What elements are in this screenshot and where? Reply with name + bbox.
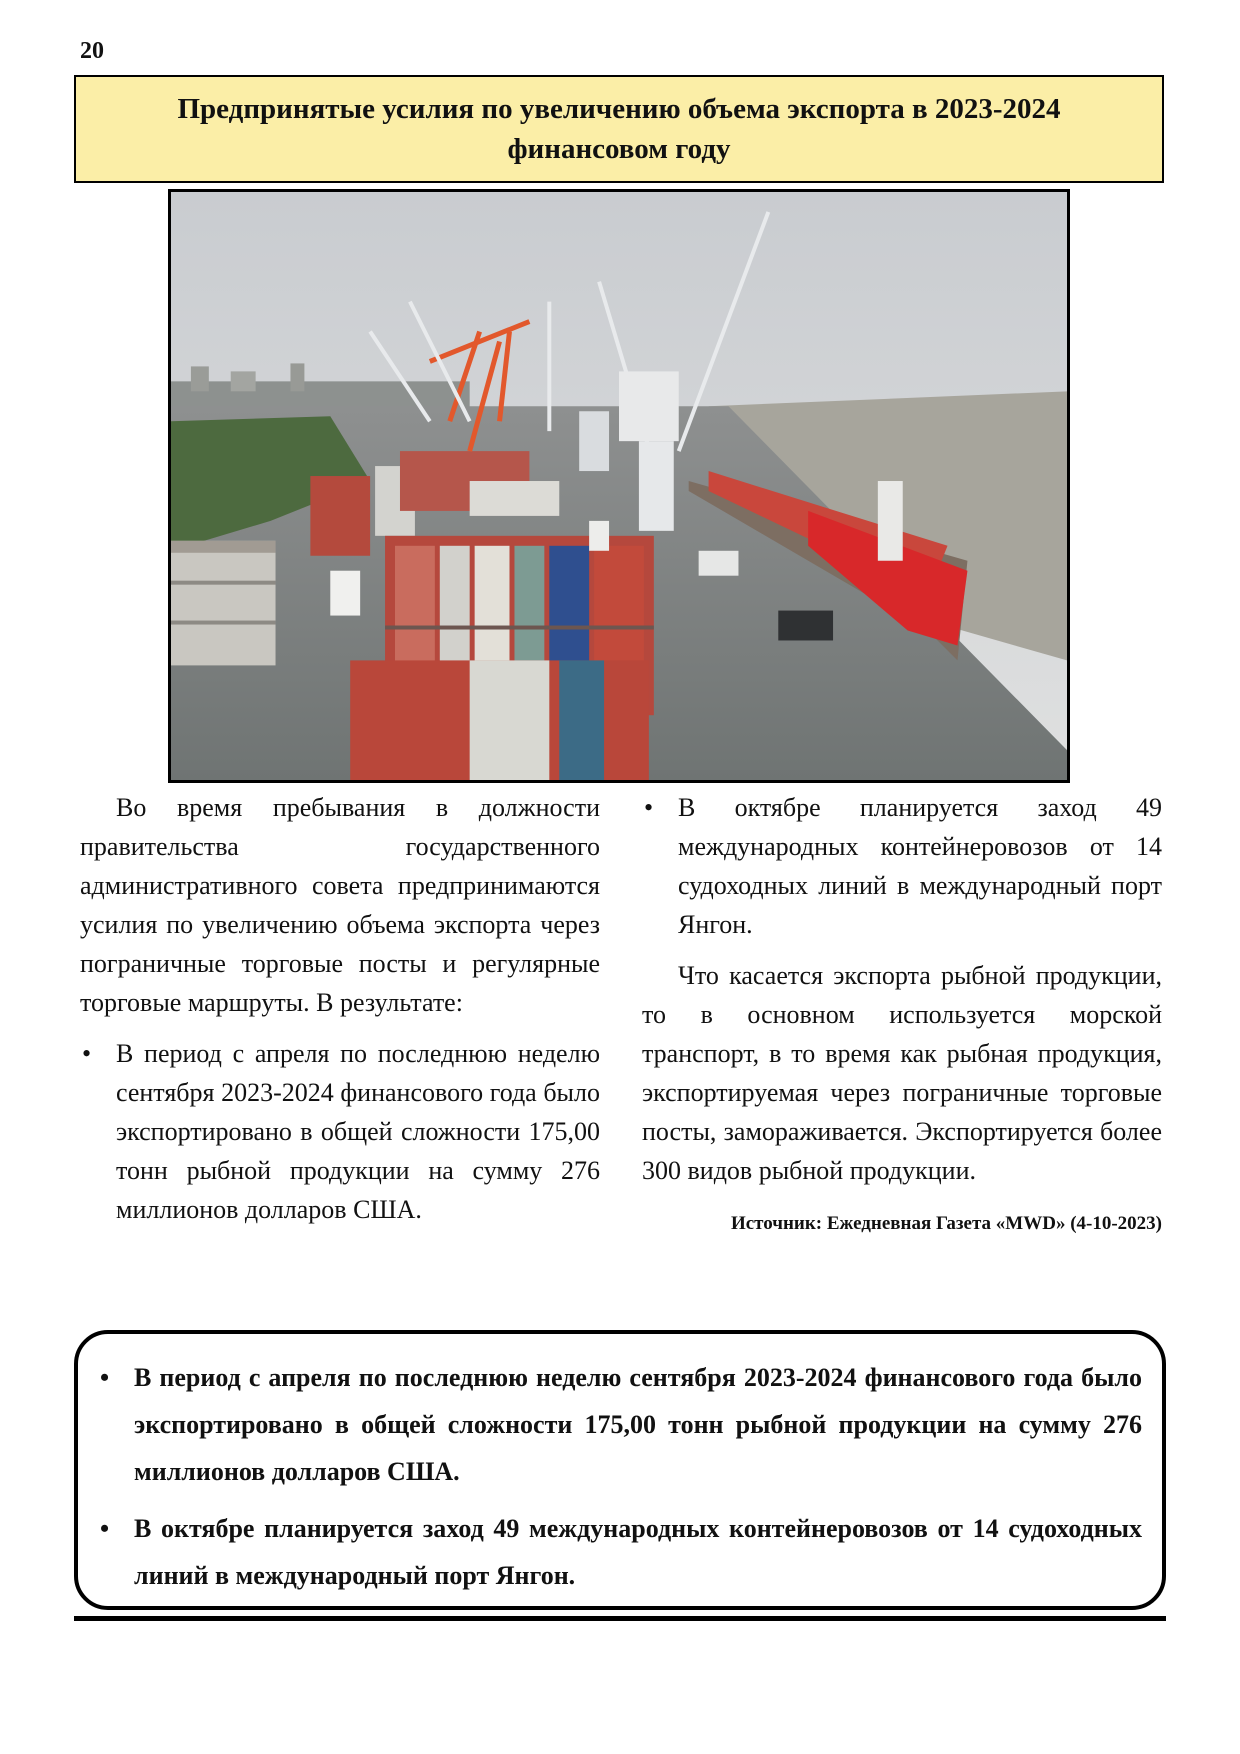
bullet-icon: • [82,1039,92,1068]
bullet-icon: • [644,793,654,822]
summary-item-export-volume-text: В период с апреля по последнюю неделю сентября 2023-2024 финансового года было экспортировано в общей сложности 175,00 тонн рыбной продукции на сумму 276 миллионов долларов США. [134,1363,1142,1486]
bullet-export-volume [80,1034,600,1229]
bullet-icon: • [100,1363,110,1392]
bullet-icon: • [100,1514,110,1543]
bullet-container-ships-text: В октябре планируется заход 49 международных контейнеровозов от 14 судоходных линий в международный порт Янгон. [678,793,1162,939]
port-container-terminal-photo [171,192,1067,780]
bullet-export-volume-text: В период с апреля по последнюю неделю сентября 2023-2024 финансового года было экспортировано в общей сложности 175,00 тонн рыбной продукции на сумму 276 миллионов долларов США. [116,1039,600,1224]
source-note: Источник: Ежедневная Газета «MWD» (4-10-2023) [730,1213,1162,1234]
page-number: 20 [80,38,104,64]
summary-item-container-ships [98,1505,1142,1599]
summary-box [74,1330,1166,1610]
port-photo [168,189,1070,783]
bottom-divider [74,1616,1166,1621]
intro-paragraph: Во время пребывания в должности правительства государственного административного совета предпринимаются усилия по увеличению объема экспорта через пограничные торговые посты и регулярные торговые маршруты. В результате: [80,793,600,1017]
summary-item-container-ships-text: В октябре планируется заход 49 международных контейнеровозов от 14 судоходных линий в международный порт Янгон. [134,1514,1142,1590]
bullet-container-ships [642,788,1162,944]
left-column [80,788,600,1229]
page-title-line-2: финансовом году [507,133,731,165]
fish-export-paragraph: Что касается экспорта рыбной продукции, то в основном используется морской транспорт, в то время как рыбная продукция, экспортируемая через пограничные торговые посты, замораживается. Экспортируется более 300 видов рыбной продукции. [642,961,1162,1185]
page-title-line-1: Предпринятые усилия по увеличению объема экспорта в 2023-2024 [177,93,1061,125]
right-column [642,788,1162,1243]
page-title [74,75,1164,183]
summary-item-export-volume [98,1354,1142,1495]
